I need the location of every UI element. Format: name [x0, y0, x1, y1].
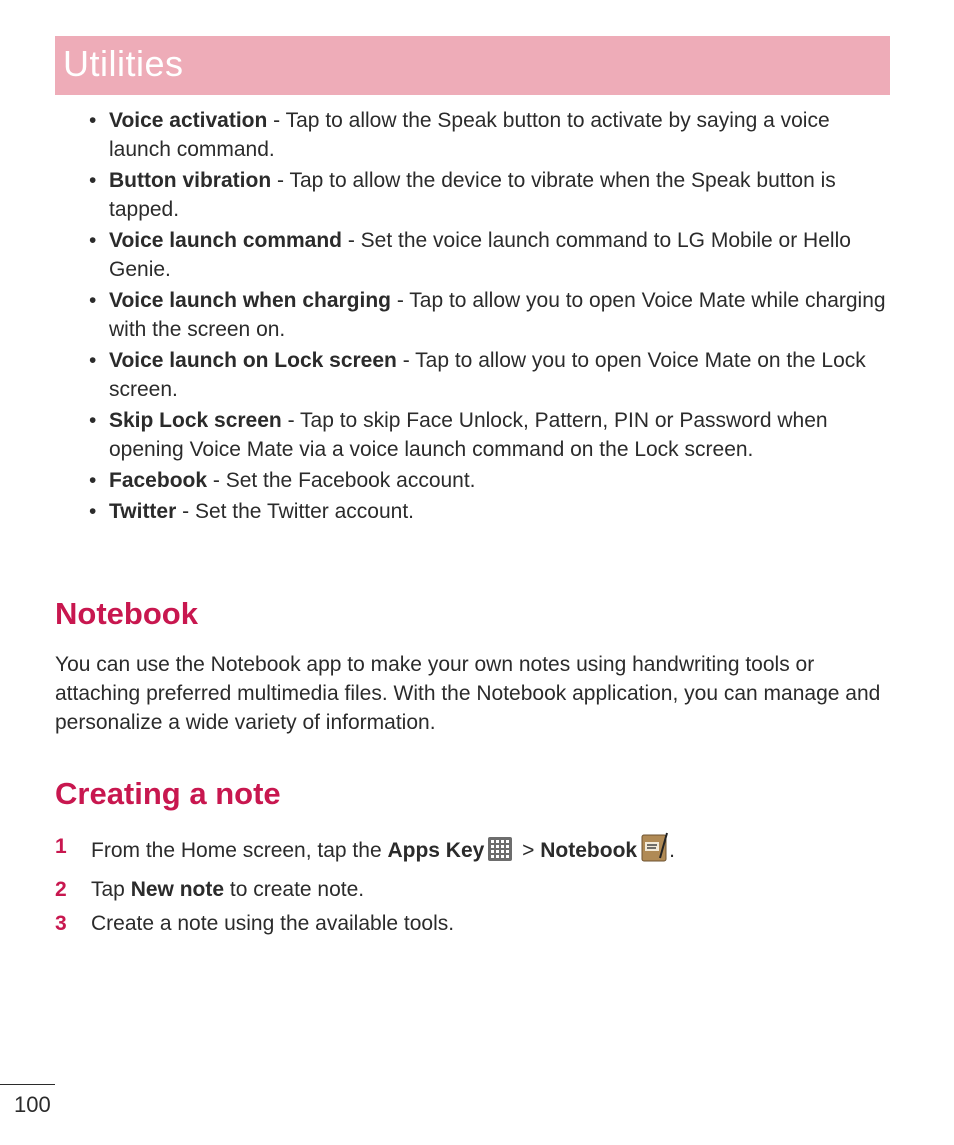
settings-list	[89, 106, 894, 528]
section-title: Utilities	[63, 43, 184, 84]
item-text: - Tap to allow the Speak button to activate by saying a voice launch command.	[109, 109, 830, 161]
list-item: • Facebook - Set the Facebook account.	[89, 469, 476, 492]
list-item: • Voice launch when charging - Tap to allow you to open Voice Mate while charging with the screen on.	[89, 289, 886, 341]
step-item: 1 From the Home screen, tap the Apps Key > Notebook .	[55, 832, 895, 870]
item-term: Twitter	[109, 500, 177, 523]
notebook-label: Notebook	[540, 839, 638, 862]
list-item: • Voice activation - Tap to allow the Speak button to activate by saying a voice launch command.	[89, 109, 830, 161]
page-number: 100	[14, 1092, 51, 1117]
item-term: Voice activation	[109, 109, 268, 132]
item-term: Facebook	[109, 469, 208, 492]
step-number: 2	[55, 878, 67, 901]
list-item: • Skip Lock screen - Tap to skip Face Unlock, Pattern, PIN or Password when opening Voice Mate via a voice launch command on the Lock screen.	[89, 409, 828, 461]
step-number: 1	[55, 835, 67, 858]
item-text: - Tap to allow you to open Voice Mate on the Lock screen.	[109, 349, 866, 401]
item-text: - Set the Facebook account.	[207, 469, 476, 492]
item-term: Skip Lock screen	[109, 409, 282, 432]
list-item: • Voice launch command - Set the voice launch command to LG Mobile or Hello Genie.	[89, 229, 851, 281]
item-term: Voice launch when charging	[109, 289, 391, 312]
apps-grid-icon	[488, 837, 512, 861]
item-text: - Set the Twitter account.	[176, 500, 415, 523]
item-term: Button vibration	[109, 169, 272, 192]
step-item: 3 Create a note using the available tools.	[55, 909, 895, 938]
step-number: 3	[55, 912, 67, 935]
item-term: Voice launch on Lock screen	[109, 349, 397, 372]
list-item: • Button vibration - Tap to allow the device to vibrate when the Speak button is tapped.	[89, 169, 836, 221]
step-item: 2 Tap New note to create note.	[55, 875, 895, 904]
steps-list	[55, 832, 895, 943]
list-item: • Voice launch on Lock screen - Tap to allow you to open Voice Mate on the Lock screen.	[89, 349, 866, 401]
notebook-app-icon	[641, 832, 669, 870]
notebook-heading: Notebook	[55, 596, 198, 631]
apps-key-label: Apps Key	[387, 839, 485, 862]
list-item: • Twitter - Set the Twitter account.	[89, 500, 415, 523]
notebook-description: You can use the Notebook app to make your own notes using handwriting tools or attaching preferred multimedia files. With the Notebook application, you can manage and personalize a wide variety of information.	[55, 653, 881, 734]
item-text: - Tap to skip Face Unlock, Pattern, PIN or Password when opening Voice Mate via a voice launch command on the Lock screen.	[109, 409, 828, 461]
item-text: - Tap to allow you to open Voice Mate while charging with the screen on.	[109, 289, 886, 341]
page-number-rule	[0, 1084, 55, 1085]
item-text: - Tap to allow the device to vibrate when the Speak button is tapped.	[109, 169, 836, 221]
item-term: Voice launch command	[109, 229, 342, 252]
item-text: - Set the voice launch command to LG Mobile or Hello Genie.	[109, 229, 851, 281]
creating-note-heading: Creating a note	[55, 776, 281, 811]
new-note-label: New note	[130, 878, 225, 901]
section-banner	[55, 36, 890, 95]
